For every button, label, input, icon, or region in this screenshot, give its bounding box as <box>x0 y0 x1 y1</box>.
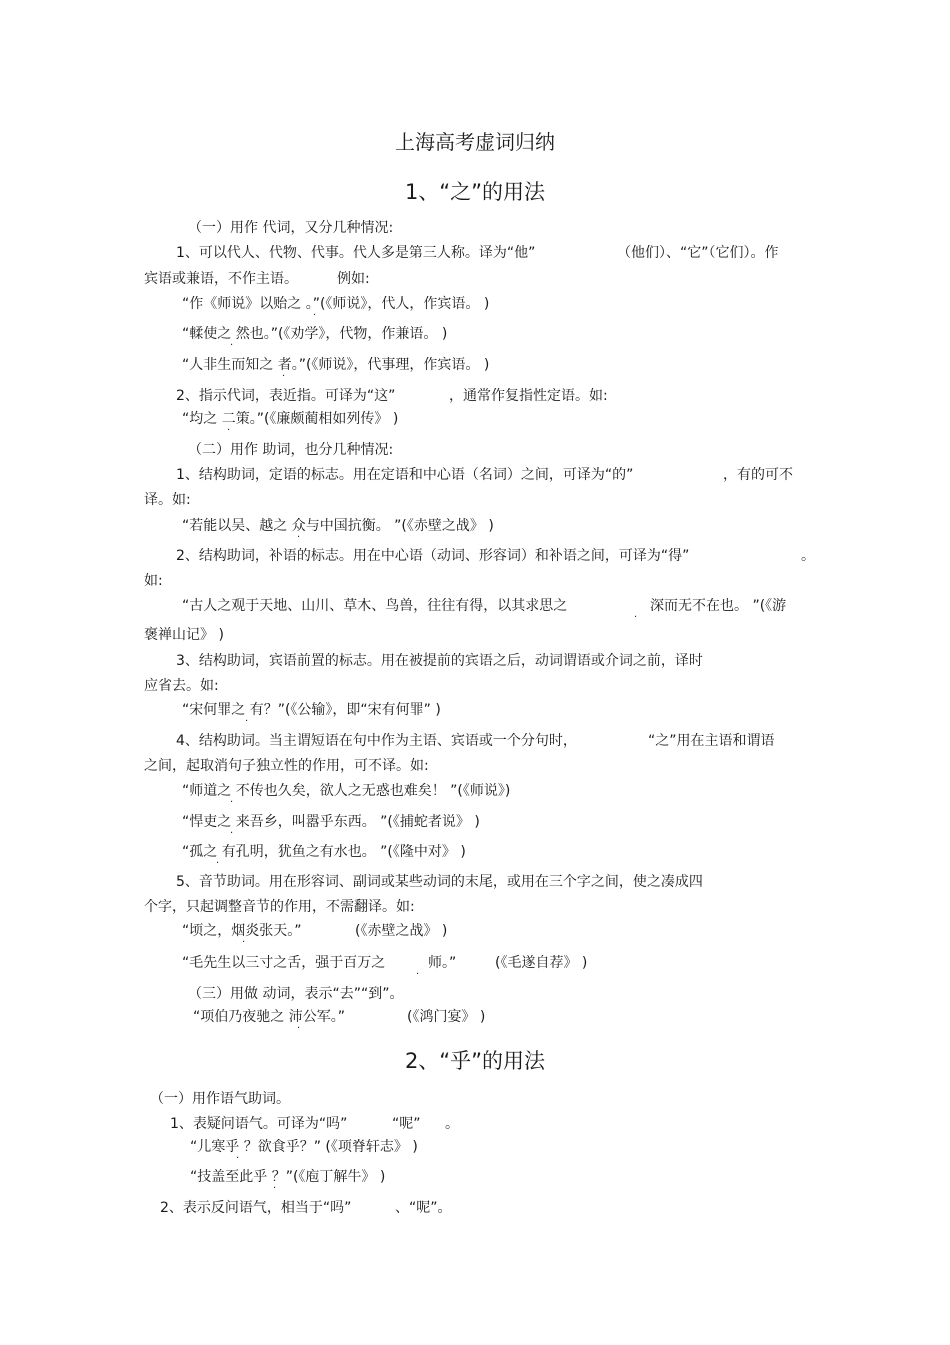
emphasis-dot: · <box>416 969 420 980</box>
emphasis-dot: · <box>236 1153 240 1164</box>
paragraph-line: 之间，起取消句子独立性的作用，可不译。如: <box>144 758 429 774</box>
example-line: 褒禅山记》 ) <box>144 627 224 643</box>
paragraph-line: 2、表示反问语气，相当于“吗” <box>160 1200 352 1216</box>
example-line: “毛先生以三寸之舌，强于百万之 <box>182 955 386 971</box>
emphasis-dot: · <box>313 310 317 321</box>
example-line: (《赤壁之战》 ) <box>355 923 448 939</box>
example-line: “师道之 不传也久矣，欲人之无惑也难矣！ ”(《师说》) <box>182 783 511 799</box>
subheading: （二）用作 助词，也分几种情况: <box>188 442 394 458</box>
example-line: (《鸿门宴》 ) <box>407 1009 486 1025</box>
paragraph-line: 如: <box>144 573 163 589</box>
example-line: “项伯乃夜驰之 沛公军。” <box>193 1009 345 1025</box>
paragraph-line: 宾语或兼语，不作主语。 <box>144 271 298 287</box>
emphasis-dot: · <box>230 340 234 351</box>
subheading: （一）用作语气助词。 <box>150 1091 290 1107</box>
example-line: “人非生而知之 者。”(《师说》，代事理，作宾语。 ) <box>182 357 490 373</box>
emphasis-dot: · <box>227 425 231 436</box>
example-line: “悍吏之 来吾乡，叫嚣乎东西。 ”(《捕蛇者说》 ) <box>182 814 480 830</box>
example-line: “若能以吴、越之 众与中国抗衡。 ”(《赤壁之战》 ) <box>182 518 494 534</box>
emphasis-dot: · <box>242 937 246 948</box>
paragraph-line: “之”用在主语和谓语 <box>648 733 775 749</box>
paragraph-line: “呢” <box>392 1116 421 1132</box>
example-line: “古人之观于天地、山川、草木、鸟兽，往往有得，以其求思之 <box>182 598 568 614</box>
paragraph-line: 。 <box>801 548 815 564</box>
paragraph-line: 4、结构助词。当主谓短语在句中作为主语、宾语或一个分句时， <box>176 733 577 749</box>
example-line: “技盖至此乎 ？”(《庖丁解牛》 ) <box>190 1169 386 1185</box>
paragraph-line: 个字，只起调整音节的作用，不需翻译。如: <box>144 899 415 915</box>
example-line: (《毛遂自荐》 ) <box>495 955 588 971</box>
emphasis-dot: · <box>634 612 638 623</box>
subheading: （一）用作 代词，又分几种情况: <box>188 220 394 236</box>
emphasis-dot: · <box>297 1023 301 1034</box>
subheading: （三）用做 动词，表示“去”“到”。 <box>188 986 404 1002</box>
document-title: 上海高考虚词归纳 <box>395 130 555 154</box>
paragraph-line: 2、结构助词，补语的标志。用在中心语（动词、形容词）和补语之间，可译为“得” <box>176 548 690 564</box>
example-line: “宋何罪之 有？”(《公输》，即“宋有何罪” ) <box>182 702 441 718</box>
emphasis-dot: · <box>230 828 234 839</box>
paragraph-line: 5、音节助词。用在形容词、副词或某些动词的末尾，或用在三个字之间，使之凑成四 <box>176 874 703 890</box>
paragraph-line: 3、结构助词，宾语前置的标志。用在被提前的宾语之后，动词谓语或介词之前，译时 <box>176 653 703 669</box>
paragraph-line: 1、可以代人、代物、代事。代人多是第三人称。译为“他” <box>176 245 536 261</box>
example-line: “輮使之 然也。”(《劝学》，代物，作兼语。 ) <box>182 326 448 342</box>
paragraph-line: 、“呢”。 <box>395 1200 452 1216</box>
emphasis-dot: · <box>245 716 249 727</box>
emphasis-dot: · <box>216 858 220 869</box>
paragraph-line: 译。如: <box>144 492 191 508</box>
paragraph-line: （他们）、“它”（它们）。作 <box>617 245 779 261</box>
paragraph-line: 1、表疑问语气。可译为“吗” <box>170 1116 348 1132</box>
emphasis-dot: · <box>230 797 234 808</box>
example-line: “顷之，烟炎张天。” <box>182 923 302 939</box>
paragraph-line: 例如: <box>337 271 370 287</box>
paragraph-line: ，有的可不 <box>723 467 793 483</box>
paragraph-line: 。 <box>445 1116 459 1132</box>
emphasis-dot: · <box>273 1183 277 1194</box>
paragraph-line: 1、结构助词，定语的标志。用在定语和中心语（名词）之间，可译为“的” <box>176 467 634 483</box>
example-line: 深而无不在也。 ”(《游 <box>650 598 787 614</box>
example-line: “作《师说》以贻之 。”(《师说》，代人，作宾语。 ) <box>182 296 490 312</box>
section-2-heading: 2、“乎”的用法 <box>404 1049 546 1073</box>
section-1-heading: 1、“之”的用法 <box>404 180 546 204</box>
emphasis-dot: · <box>297 532 301 543</box>
emphasis-dot: · <box>282 371 286 382</box>
paragraph-line: ，通常作复指性定语。如: <box>449 388 608 404</box>
example-line: “孤之 有孔明，犹鱼之有水也。 ”(《隆中对》 ) <box>182 844 466 860</box>
paragraph-line: 应省去。如: <box>144 678 219 694</box>
example-line: 师。” <box>428 955 457 971</box>
example-line: “儿寒乎 ？欲食乎？” (《项脊轩志》 ) <box>190 1139 418 1155</box>
paragraph-line: 2、指示代词，表近指。可译为“这” <box>176 388 396 404</box>
example-line: “均之 二策。”(《廉颇蔺相如列传》 ) <box>182 411 399 427</box>
